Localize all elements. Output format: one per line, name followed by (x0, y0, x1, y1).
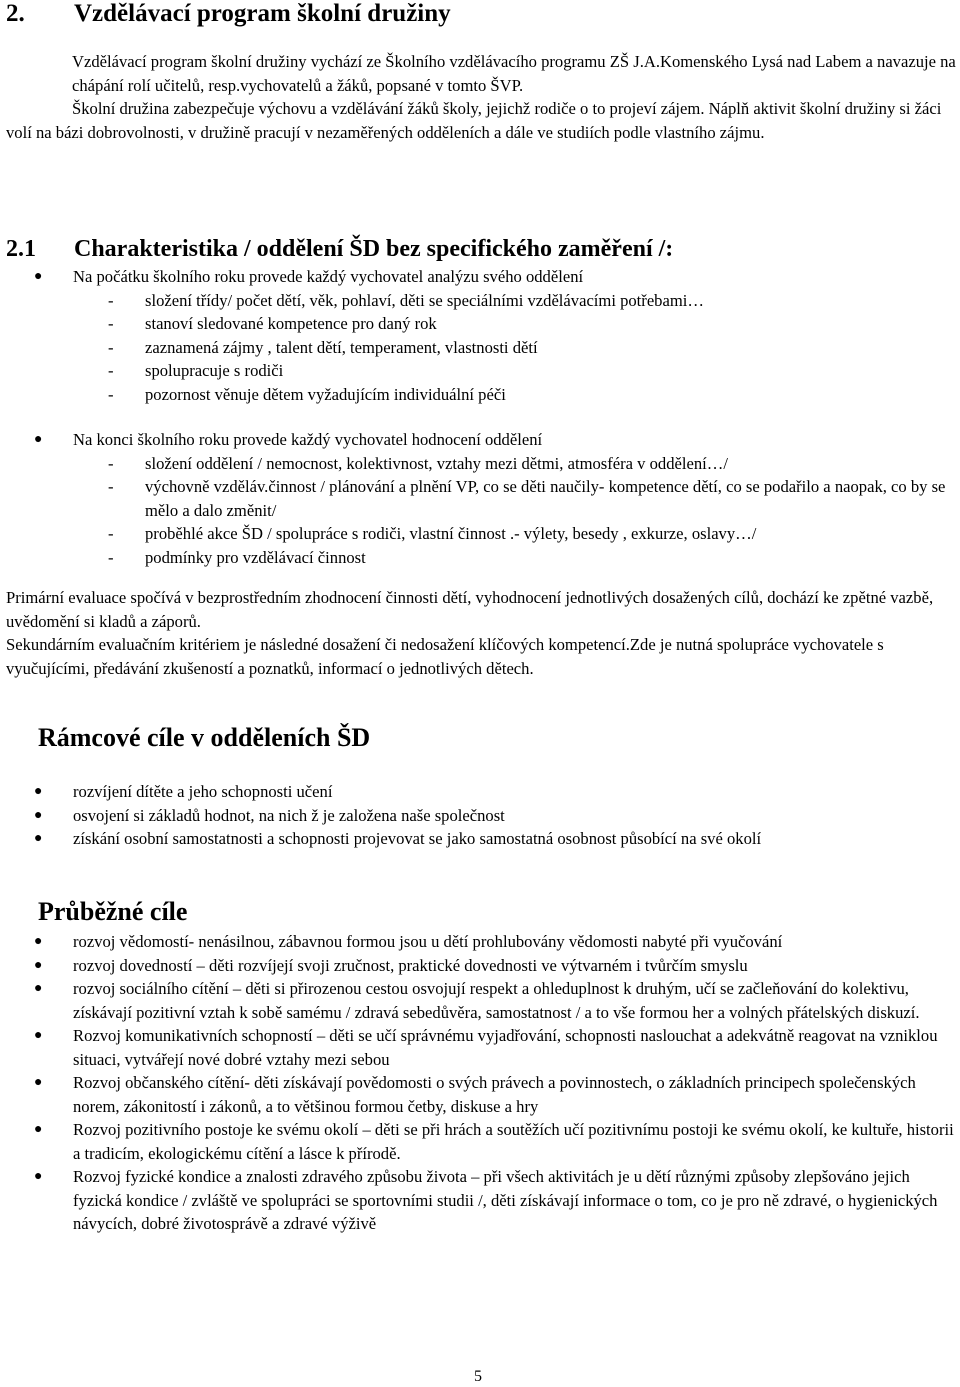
sublist-item: - proběhlé akce ŠD / spolupráce s rodiči, vlastní činnost .- výlety, besedy , exkurze, oslavy…/ (0, 522, 958, 546)
bullet-icon: ● (34, 432, 43, 447)
end-text: Na konci školního roku provede každý vychovatel hodnocení oddělení (73, 430, 543, 449)
bullet-icon: ● (34, 784, 43, 799)
intro-paragraph-2 (6, 97, 956, 144)
list-item: ● rozvoj sociálního cítění – děti si přirozenou cestou osvojují respekt a ohleduplnost k druhým, učí se začleňování do kolektivu, získávají pozitivní vztah k sobě samému / zdravá sebedůvěra, samostatnost / a to vše formou her a volných přátelských diskuzí. (34, 979, 920, 1022)
list-item: ● rozvíjení dítěte a jeho schopnosti učení (0, 780, 958, 804)
section-number: 2.1 (6, 236, 36, 262)
dash-icon: - (108, 314, 114, 333)
end-sublist (73, 452, 958, 570)
list-item: ● rozvoj dovedností – děti rozvíjejí svoji zručnost, praktické dovednosti ve výtvarném i tvůrčím smyslu (0, 954, 958, 978)
list-item: ● Rozvoj fyzické kondice a znalosti zdravého způsobu života – při všech aktivitách je u dětí různými způsoby zlepšováno jejich fyzická kondice / zvláště ve spolupráci se sportovními studii /, děti získávají informace o tom, co je pro ně zdravé, o hygienických návycích, dobré životosprávě a zdravé výživě (34, 1167, 938, 1233)
dash-icon: - (108, 337, 114, 357)
intro-p2b-text: Náplň aktivit školní družiny si žáci volí na bázi dobrovolnosti, v družině pracují v nezaměřených odděleních a dále ve studiích podle vlastního zájmu. (6, 99, 942, 142)
bullet-icon: ● (34, 957, 43, 973)
bullet-icon: ● (34, 1122, 43, 1137)
sublist-item: - stanoví sledované kompetence pro daný rok (0, 312, 958, 336)
bullet-icon: ● (34, 807, 43, 823)
dash-icon: - (108, 524, 114, 543)
sublist-item: - podmínky pro vzdělávací činnost (0, 546, 958, 570)
sublist-item: - složení oddělení / nemocnost, kolektivnost, vztahy mezi dětmi, atmosféra v oddělení…/ (0, 452, 958, 476)
list-item: ● osvojení si základů hodnot, na nich ž je založena naše společnost (0, 804, 958, 828)
start-sublist (73, 289, 958, 407)
chapter-heading (6, 0, 451, 28)
list-item: ● rozvoj vědomostí- nenásilnou, zábavnou formou jsou u dětí prohlubovány vědomosti nabyté při vyučování (0, 930, 958, 954)
list-item: ● Rozvoj občanského cítění- děti získávají povědomosti o svých právech a povinnostech, o základních principech společenských norem, zákonitostí i zákonů, a to většinou formou četby, diskuse a hry (34, 1073, 916, 1116)
list-item: ● Rozvoj komunikativních schopností – děti se učí správnému vyjadřování, schopnosti naslouchat a adekvátně reagovat na vzniklou situaci, vytvářejí nové dobré vztahy mezi sebou (34, 1026, 938, 1069)
bullet-icon: ● (34, 1169, 43, 1184)
dash-icon: - (108, 547, 114, 567)
evaluation-list (0, 428, 958, 569)
ramcove-list (0, 780, 958, 851)
section-title: Charakteristika / oddělení ŠD bez specifického zaměření /: (74, 236, 674, 262)
characteristics-list (0, 265, 958, 406)
evaluation-paragraph-1: Primární evaluace spočívá v bezprostředním zhodnocení činnosti dětí, vyhodnocení jednotlivých dosažených cílů, dochází ke zpětné vazbě, uvědomění si kladů a záporů. (6, 588, 934, 631)
section-heading-2-1 (6, 234, 673, 264)
sublist-item: - výchovně vzděláv.činnost / plánování a plnění VP, co se děti naučily- kompetence dětí, co se podařilo a naopak, co by se mělo a dalo změnit/ (108, 477, 946, 520)
page-number: 5 (474, 1368, 482, 1385)
prubezne-heading: Průběžné cíle (38, 897, 188, 926)
bullet-icon: ● (34, 1028, 43, 1043)
evaluation-paragraph-2: Sekundárním evaluačním kritériem je následné dosažení či nedosažení klíčových kompetencí.Zde je nutná spolupráce vychovatele s vyučujícími, předávání zkušeností a poznatků, informací o jednotlivých dětech. (6, 635, 884, 678)
bullet-icon: ● (34, 934, 43, 949)
bullet-icon: ● (34, 981, 43, 996)
intro-paragraph-1: Vzdělávací program školní družiny vychází ze Školního vzdělávacího programu ZŠ J.A.Komenského Lysá nad Labem a navazuje na chápání rolí učitelů, resp.vychovatelů a žáků, popsané v tomto ŠVP. (72, 52, 956, 95)
dash-icon: - (108, 290, 114, 310)
dash-icon: - (108, 477, 114, 496)
list-item: ● získání osobní samostatnosti a schopnosti projevovat se jako samostatná osobnost působící na své okolí (0, 827, 958, 851)
bullet-icon: ● (34, 1075, 43, 1090)
dash-icon: - (108, 453, 114, 473)
evaluation-text (6, 586, 956, 680)
list-item-end (0, 428, 958, 569)
sublist-item: - spolupracuje s rodiči (0, 359, 958, 383)
chapter-title: Vzdělávací program školní družiny (74, 0, 451, 27)
ramcove-heading: Rámcové cíle v odděleních ŠD (38, 723, 371, 752)
sublist-item: - zaznamená zájmy , talent dětí, temperament, vlastnosti dětí (0, 336, 958, 360)
dash-icon: - (108, 384, 114, 404)
start-text: Na počátku školního roku provede každý vychovatel analýzu svého oddělení (73, 267, 584, 286)
list-item-start (0, 265, 958, 406)
prubezne-list (0, 930, 958, 1236)
intro-p2-text: Školní družina zabezpečuje výchovu a vzdělávání žáků školy, jejichž rodiče o to projeví zájem. (72, 99, 705, 118)
bullet-icon: ● (34, 831, 43, 846)
sublist-item: - pozornost věnuje dětem vyžadujícím individuální péči (0, 383, 958, 407)
intro-text (6, 50, 956, 144)
sublist-item: - složení třídy/ počet dětí, věk, pohlaví, děti se speciálními vzdělávacími potřebami… (0, 289, 958, 313)
dash-icon: - (108, 361, 114, 380)
list-item: ● Rozvoj pozitivního postoje ke svému okolí – děti se při hrách a soutěžích učí pozitivnímu postoji ke svému okolí, ke kultuře, historii a tradicím, ekologickému cítění a lásce k přírodě. (34, 1120, 954, 1163)
bullet-icon: ● (34, 269, 43, 284)
chapter-number: 2. (6, 0, 25, 27)
